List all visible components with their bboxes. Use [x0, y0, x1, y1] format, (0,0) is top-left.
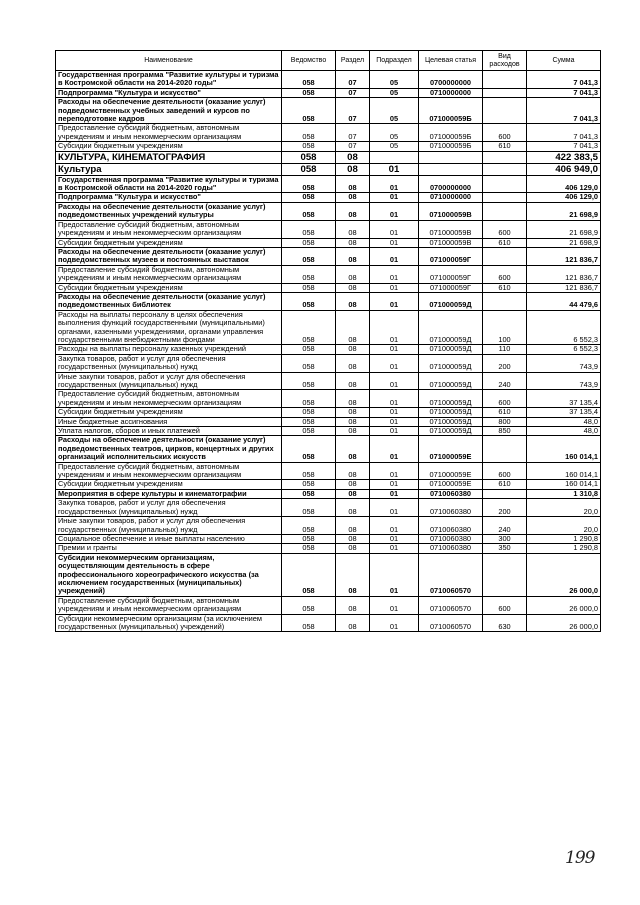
row-name: Закупка товаров, работ и услуг для обеспечения государственных (муниципальных) нужд: [56, 354, 282, 372]
row-amount: 422 383,5: [527, 151, 601, 163]
row-subsection: 01: [370, 175, 419, 193]
row-name: Расходы на обеспечение деятельности (оказание услуг) подведомственных библиотек: [56, 292, 282, 310]
row-section: 08: [336, 175, 370, 193]
row-amount: 48,0: [527, 427, 601, 436]
table-row: [56, 534, 601, 543]
table-row: [56, 499, 601, 517]
row-subsection: [370, 151, 419, 163]
budget-sheet: [55, 50, 600, 632]
row-subsection: 05: [370, 142, 419, 151]
row-expense-type: 600: [483, 390, 527, 408]
row-name: Расходы на обеспечение деятельности (оказание услуг) подведомственных учреждений культуры: [56, 202, 282, 220]
row-expense-type: 800: [483, 417, 527, 426]
row-department: 058: [282, 489, 336, 498]
row-expense-type: [483, 489, 527, 498]
row-department: 058: [282, 310, 336, 345]
row-expense-type: 240: [483, 372, 527, 390]
row-target-article: 071000059Е: [419, 462, 483, 480]
row-target-article: 071000059Г: [419, 247, 483, 265]
row-department: 058: [282, 596, 336, 614]
row-section: 08: [336, 345, 370, 354]
table-row: [56, 372, 601, 390]
row-department: 058: [282, 265, 336, 283]
row-target-article: 071000059Д: [419, 310, 483, 345]
row-department: 058: [282, 151, 336, 163]
row-target-article: 071000059В: [419, 220, 483, 238]
row-amount: 743,9: [527, 372, 601, 390]
row-amount: 121 836,7: [527, 283, 601, 292]
row-name: Иные закупки товаров, работ и услуг для обеспечения государственных (муниципальных) нужд: [56, 517, 282, 535]
row-name: Расходы на выплаты персоналу казенных учреждений: [56, 345, 282, 354]
row-target-article: 071000059Г: [419, 265, 483, 283]
row-subsection: 01: [370, 489, 419, 498]
row-amount: 26 000,0: [527, 596, 601, 614]
row-target-article: 0700000000: [419, 175, 483, 193]
row-amount: 160 014,1: [527, 462, 601, 480]
row-amount: 20,0: [527, 517, 601, 535]
table-row: [56, 202, 601, 220]
row-subsection: 01: [370, 390, 419, 408]
row-subsection: 01: [370, 436, 419, 462]
row-department: 058: [282, 292, 336, 310]
row-target-article: 071000059Г: [419, 283, 483, 292]
page-number: 199: [565, 848, 595, 868]
table-row: [56, 614, 601, 632]
row-subsection: 01: [370, 372, 419, 390]
row-section: 08: [336, 499, 370, 517]
row-target-article: 0710000000: [419, 193, 483, 202]
row-expense-type: 110: [483, 345, 527, 354]
header-amount: Сумма: [527, 51, 601, 71]
row-subsection: 01: [370, 345, 419, 354]
row-subsection: 05: [370, 98, 419, 124]
row-name: Субсидии бюджетным учреждениям: [56, 283, 282, 292]
row-subsection: 01: [370, 427, 419, 436]
table-row: [56, 124, 601, 142]
row-section: 08: [336, 151, 370, 163]
table-row: [56, 462, 601, 480]
row-subsection: 01: [370, 247, 419, 265]
row-amount: 21 698,9: [527, 238, 601, 247]
row-amount: 37 135,4: [527, 408, 601, 417]
row-expense-type: 300: [483, 534, 527, 543]
row-name: Субсидии бюджетным учреждениям: [56, 480, 282, 489]
row-target-article: 071000059Б: [419, 142, 483, 151]
row-expense-type: [483, 292, 527, 310]
row-target-article: [419, 163, 483, 175]
row-expense-type: [483, 88, 527, 97]
row-expense-type: [483, 163, 527, 175]
row-name: Расходы на выплаты персоналу в целях обеспечения выполнения функций государственными (муниципальными) органами, казенными учреждениями, органами управления государственными внебюджетными фондами: [56, 310, 282, 345]
table-row: [56, 292, 601, 310]
row-target-article: 0710060570: [419, 596, 483, 614]
table-row: [56, 354, 601, 372]
row-amount: 6 552,3: [527, 345, 601, 354]
row-amount: 44 479,6: [527, 292, 601, 310]
row-section: 08: [336, 247, 370, 265]
row-department: 058: [282, 71, 336, 89]
row-expense-type: [483, 175, 527, 193]
row-expense-type: [483, 202, 527, 220]
table-row: [56, 142, 601, 151]
row-department: 058: [282, 517, 336, 535]
row-department: 058: [282, 462, 336, 480]
row-target-article: 071000059Д: [419, 292, 483, 310]
row-department: 058: [282, 408, 336, 417]
row-department: 058: [282, 142, 336, 151]
row-expense-type: 610: [483, 408, 527, 417]
row-amount: 406 949,0: [527, 163, 601, 175]
row-expense-type: [483, 71, 527, 89]
row-department: 058: [282, 163, 336, 175]
row-target-article: 071000059Д: [419, 345, 483, 354]
row-subsection: 01: [370, 614, 419, 632]
row-amount: 743,9: [527, 354, 601, 372]
table-row: [56, 220, 601, 238]
table-row: [56, 517, 601, 535]
row-subsection: 01: [370, 417, 419, 426]
row-subsection: 01: [370, 499, 419, 517]
row-department: 058: [282, 553, 336, 596]
row-section: 08: [336, 596, 370, 614]
row-section: 08: [336, 193, 370, 202]
row-target-article: 071000059В: [419, 202, 483, 220]
row-subsection: 01: [370, 408, 419, 417]
row-subsection: 05: [370, 71, 419, 89]
row-expense-type: 240: [483, 517, 527, 535]
table-row: [56, 310, 601, 345]
header-department: Ведомство: [282, 51, 336, 71]
row-amount: 406 129,0: [527, 193, 601, 202]
table-row: [56, 345, 601, 354]
row-department: 058: [282, 499, 336, 517]
row-amount: 406 129,0: [527, 175, 601, 193]
table-row: [56, 417, 601, 426]
row-section: 08: [336, 220, 370, 238]
row-expense-type: 600: [483, 220, 527, 238]
row-section: 08: [336, 310, 370, 345]
row-target-article: 0700000000: [419, 71, 483, 89]
row-amount: 21 698,9: [527, 220, 601, 238]
row-department: 058: [282, 354, 336, 372]
row-name: Культура: [56, 163, 282, 175]
row-name: Расходы на обеспечение деятельности (оказание услуг) подведомственных театров, цирков, концертных и других организаций исполнительских искусств: [56, 436, 282, 462]
row-amount: 7 041,3: [527, 142, 601, 151]
row-amount: 121 836,7: [527, 265, 601, 283]
row-name: Государственная программа "Развитие культуры и туризма в Костромской области на 2014-2020 годы": [56, 71, 282, 89]
row-department: 058: [282, 220, 336, 238]
row-target-article: 071000059Б: [419, 124, 483, 142]
row-target-article: 071000059Е: [419, 436, 483, 462]
row-department: 058: [282, 247, 336, 265]
row-subsection: 05: [370, 88, 419, 97]
row-subsection: 01: [370, 238, 419, 247]
header-name: Наименование: [56, 51, 282, 71]
row-department: 058: [282, 283, 336, 292]
table-row: [56, 427, 601, 436]
row-subsection: 01: [370, 596, 419, 614]
row-expense-type: [483, 436, 527, 462]
row-expense-type: [483, 98, 527, 124]
row-section: 08: [336, 292, 370, 310]
row-department: 058: [282, 345, 336, 354]
table-row: [56, 436, 601, 462]
row-subsection: 01: [370, 354, 419, 372]
table-header-row: [56, 51, 601, 71]
row-name: Социальное обеспечение и иные выплаты населению: [56, 534, 282, 543]
row-name: Подпрограмма "Культура и искусство": [56, 193, 282, 202]
row-amount: 7 041,3: [527, 88, 601, 97]
row-expense-type: 610: [483, 238, 527, 247]
row-section: 08: [336, 553, 370, 596]
row-section: 07: [336, 142, 370, 151]
row-subsection: 01: [370, 202, 419, 220]
row-department: 058: [282, 480, 336, 489]
row-subsection: 01: [370, 310, 419, 345]
row-department: 058: [282, 88, 336, 97]
row-subsection: 01: [370, 283, 419, 292]
row-name: Предоставление субсидий бюджетным, автономным учреждениям и иным некоммерческим организациям: [56, 462, 282, 480]
row-section: 07: [336, 88, 370, 97]
header-expense-type: Вид расходов: [483, 51, 527, 71]
header-subsection: Подраздел: [370, 51, 419, 71]
row-target-article: 071000059Д: [419, 427, 483, 436]
row-expense-type: 600: [483, 265, 527, 283]
header-target-article: Целевая статья: [419, 51, 483, 71]
row-amount: 20,0: [527, 499, 601, 517]
row-section: 08: [336, 517, 370, 535]
row-department: 058: [282, 436, 336, 462]
row-section: 08: [336, 544, 370, 553]
row-target-article: 071000059Е: [419, 480, 483, 489]
row-expense-type: 600: [483, 124, 527, 142]
row-target-article: 071000059Д: [419, 390, 483, 408]
row-name: Закупка товаров, работ и услуг для обеспечения государственных (муниципальных) нужд: [56, 499, 282, 517]
header-section: Раздел: [336, 51, 370, 71]
table-row: [56, 480, 601, 489]
row-amount: 7 041,3: [527, 71, 601, 89]
table-row: [56, 283, 601, 292]
row-subsection: 01: [370, 544, 419, 553]
row-name: Субсидии бюджетным учреждениям: [56, 408, 282, 417]
row-subsection: 05: [370, 124, 419, 142]
table-row: [56, 553, 601, 596]
row-name: Иные бюджетные ассигнования: [56, 417, 282, 426]
row-name: Уплата налогов, сборов и иных платежей: [56, 427, 282, 436]
row-amount: 21 698,9: [527, 202, 601, 220]
row-expense-type: 600: [483, 596, 527, 614]
row-expense-type: 610: [483, 480, 527, 489]
row-amount: 7 041,3: [527, 124, 601, 142]
row-name: Премии и гранты: [56, 544, 282, 553]
row-target-article: 0710060380: [419, 534, 483, 543]
row-name: Предоставление субсидий бюджетным, автономным учреждениям и иным некоммерческим организациям: [56, 265, 282, 283]
row-amount: 1 310,8: [527, 489, 601, 498]
row-name: Субсидии бюджетным учреждениям: [56, 142, 282, 151]
row-subsection: 01: [370, 534, 419, 543]
row-amount: 121 836,7: [527, 247, 601, 265]
row-expense-type: [483, 247, 527, 265]
row-section: 08: [336, 417, 370, 426]
table-row: [56, 247, 601, 265]
row-target-article: 0710060380: [419, 499, 483, 517]
table-row: [56, 151, 601, 163]
row-department: 058: [282, 202, 336, 220]
row-name: Субсидии бюджетным учреждениям: [56, 238, 282, 247]
row-department: 058: [282, 427, 336, 436]
row-target-article: 071000059Д: [419, 354, 483, 372]
row-amount: 37 135,4: [527, 390, 601, 408]
row-department: 058: [282, 372, 336, 390]
table-row: [56, 71, 601, 89]
row-section: 08: [336, 283, 370, 292]
table-row: [56, 544, 601, 553]
row-name: Государственная программа "Развитие культуры и туризма в Костромской области на 2014-2020 годы": [56, 175, 282, 193]
row-subsection: 01: [370, 163, 419, 175]
row-department: 058: [282, 124, 336, 142]
row-expense-type: 200: [483, 499, 527, 517]
row-department: 058: [282, 544, 336, 553]
row-target-article: 071000059Д: [419, 417, 483, 426]
row-section: 08: [336, 614, 370, 632]
table-row: [56, 489, 601, 498]
row-amount: 26 000,0: [527, 553, 601, 596]
row-section: 08: [336, 534, 370, 543]
row-section: 07: [336, 71, 370, 89]
row-target-article: 0710060570: [419, 614, 483, 632]
row-section: 07: [336, 124, 370, 142]
row-section: 08: [336, 480, 370, 489]
row-expense-type: 610: [483, 142, 527, 151]
table-row: [56, 596, 601, 614]
table-row: [56, 408, 601, 417]
row-name: Расходы на обеспечение деятельности (оказание услуг) подведомственных музеев и постоянных выставок: [56, 247, 282, 265]
row-name: Мероприятия в сфере культуры и кинематографии: [56, 489, 282, 498]
row-section: 08: [336, 163, 370, 175]
row-target-article: 0710060570: [419, 553, 483, 596]
row-section: 08: [336, 408, 370, 417]
row-subsection: 01: [370, 220, 419, 238]
row-section: 08: [336, 202, 370, 220]
row-target-article: 071000059Д: [419, 408, 483, 417]
row-name: Подпрограмма "Культура и искусство": [56, 88, 282, 97]
row-amount: 160 014,1: [527, 480, 601, 489]
row-subsection: 01: [370, 480, 419, 489]
row-name: Предоставление субсидий бюджетным, автономным учреждениям и иным некоммерческим организациям: [56, 220, 282, 238]
row-section: 08: [336, 372, 370, 390]
row-expense-type: [483, 193, 527, 202]
row-subsection: 01: [370, 462, 419, 480]
row-department: 058: [282, 390, 336, 408]
table-row: [56, 88, 601, 97]
row-expense-type: [483, 553, 527, 596]
row-target-article: 071000059В: [419, 238, 483, 247]
row-subsection: 01: [370, 292, 419, 310]
row-section: 08: [336, 427, 370, 436]
row-section: 08: [336, 489, 370, 498]
row-target-article: 0710060380: [419, 489, 483, 498]
row-section: 08: [336, 390, 370, 408]
row-name: Субсидии некоммерческим организациям (за исключением государственных (муниципальных) учреждений): [56, 614, 282, 632]
row-name: Иные закупки товаров, работ и услуг для обеспечения государственных (муниципальных) нужд: [56, 372, 282, 390]
row-section: 08: [336, 238, 370, 247]
row-amount: 6 552,3: [527, 310, 601, 345]
row-department: 058: [282, 193, 336, 202]
row-name: Предоставление субсидий бюджетным, автономным учреждениям и иным некоммерческим организациям: [56, 596, 282, 614]
row-section: 08: [336, 462, 370, 480]
row-amount: 1 290,8: [527, 544, 601, 553]
row-name: Субсидии некоммерческим организациям, осуществляющим деятельность в сфере профессионального хореографического искусства (за исключением государственных (муниципальных) учреждений): [56, 553, 282, 596]
row-section: 08: [336, 265, 370, 283]
table-row: [56, 390, 601, 408]
table-body: [56, 71, 601, 632]
row-expense-type: 600: [483, 462, 527, 480]
row-section: 08: [336, 354, 370, 372]
row-name: КУЛЬТУРА, КИНЕМАТОГРАФИЯ: [56, 151, 282, 163]
row-expense-type: 850: [483, 427, 527, 436]
row-target-article: 0710060380: [419, 544, 483, 553]
row-subsection: 01: [370, 265, 419, 283]
row-expense-type: 610: [483, 283, 527, 292]
table-row: [56, 193, 601, 202]
row-target-article: 0710000000: [419, 88, 483, 97]
table-row: [56, 175, 601, 193]
row-amount: 26 000,0: [527, 614, 601, 632]
table-row: [56, 163, 601, 175]
row-subsection: 01: [370, 517, 419, 535]
row-department: 058: [282, 534, 336, 543]
row-department: 058: [282, 98, 336, 124]
row-department: 058: [282, 417, 336, 426]
row-expense-type: 350: [483, 544, 527, 553]
row-name: Предоставление субсидий бюджетным, автономным учреждениям и иным некоммерческим организациям: [56, 390, 282, 408]
row-expense-type: [483, 151, 527, 163]
row-subsection: 01: [370, 553, 419, 596]
row-section: 08: [336, 436, 370, 462]
row-expense-type: 100: [483, 310, 527, 345]
row-target-article: 071000059Д: [419, 372, 483, 390]
table-row: [56, 238, 601, 247]
row-amount: 1 290,8: [527, 534, 601, 543]
row-department: 058: [282, 614, 336, 632]
row-amount: 7 041,3: [527, 98, 601, 124]
row-name: Расходы на обеспечение деятельности (оказание услуг) подведомственных учебных заведений и курсов по переподготовке кадров: [56, 98, 282, 124]
row-department: 058: [282, 238, 336, 247]
row-amount: 160 014,1: [527, 436, 601, 462]
budget-table: [55, 50, 601, 632]
row-amount: 48,0: [527, 417, 601, 426]
table-row: [56, 98, 601, 124]
row-expense-type: 630: [483, 614, 527, 632]
row-name: Предоставление субсидий бюджетным, автономным учреждениям и иным некоммерческим организациям: [56, 124, 282, 142]
row-expense-type: 200: [483, 354, 527, 372]
row-department: 058: [282, 175, 336, 193]
table-row: [56, 265, 601, 283]
row-target-article: 071000059Б: [419, 98, 483, 124]
row-target-article: 0710060380: [419, 517, 483, 535]
row-subsection: 01: [370, 193, 419, 202]
row-target-article: [419, 151, 483, 163]
row-section: 07: [336, 98, 370, 124]
